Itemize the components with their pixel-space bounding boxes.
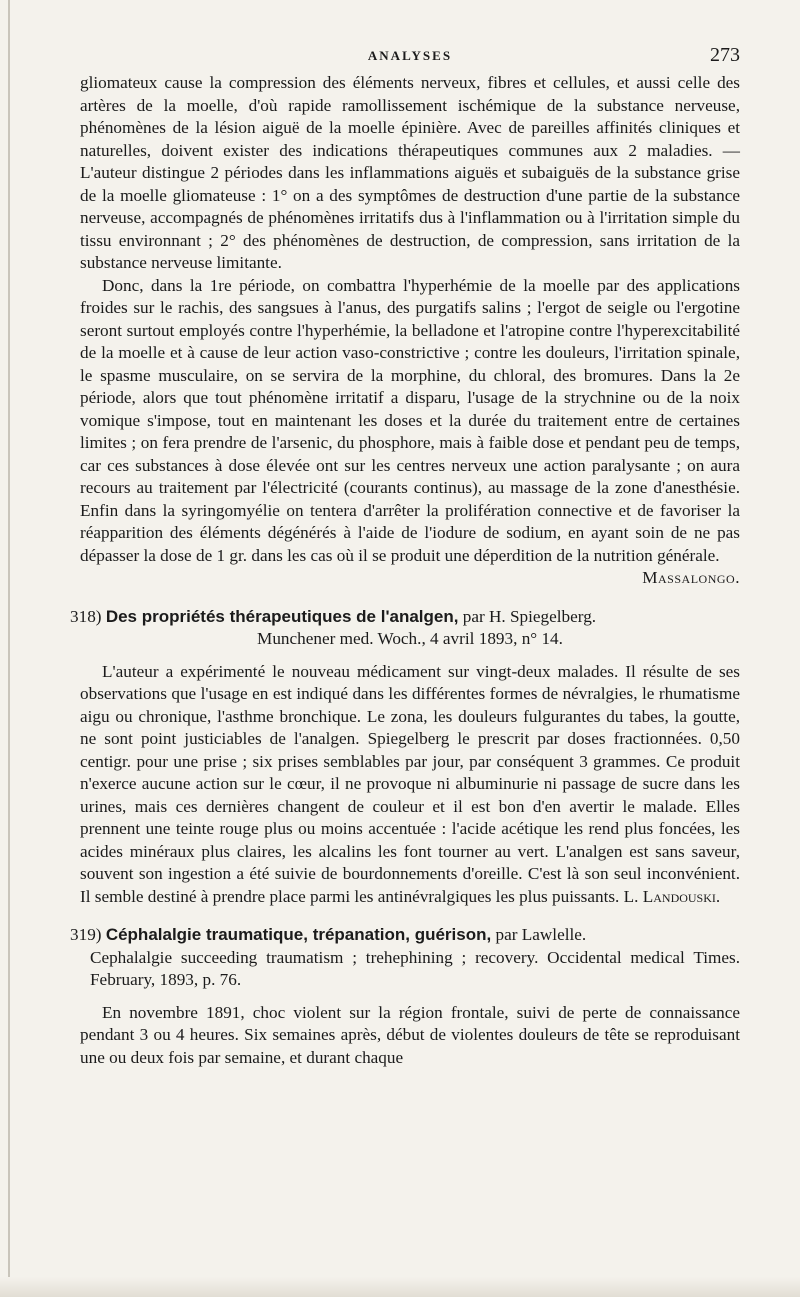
signature-landouski: L. Landouski. xyxy=(623,886,721,906)
article-319-heading xyxy=(70,924,740,947)
page-header xyxy=(80,40,740,72)
page-number: 273 xyxy=(710,44,740,66)
article-318-title: Des propriétés thérapeutiques de l'analgen, xyxy=(105,606,459,626)
article-318 xyxy=(70,606,740,909)
article-318-number: 318) xyxy=(70,606,102,626)
article-318-author: par H. Spiegelberg. xyxy=(462,606,597,626)
article-318-body xyxy=(80,661,740,909)
article-319 xyxy=(70,924,740,1069)
article-319-source: Cephalalgie succeeding traumatism ; trehephining ; recovery. Occidental medical Times. February, 1893, p. 76. xyxy=(90,947,740,989)
article-319-number: 319) xyxy=(70,925,102,944)
article-319-body: En novembre 1891, choc violent sur la région frontale, suivi de perte de connaissance pendant 3 ou 4 heures. Six semaines après, début de violentes douleurs de tête se reproduisant une ou deux fois par semaine, et durant chaque xyxy=(80,1002,740,1067)
document-page xyxy=(70,40,740,1069)
page-bottom-shade xyxy=(0,1277,800,1297)
continued-paragraph-2: Donc, dans la 1re période, on combattra l'hyperhémie de la moelle par des applications froides sur le rachis, des sangsues à l'anus, des purgatifs salins ; l'ergot de seigle ou l'ergotine seront surtout employés contre l'hyperhémie, la belladone et l'atropine contre l'hyperexcitabilité de la moelle et à cause de leur action vaso-constrictive ; contre les douleurs, l'irritation spinale, le spasme musculaire, on se servira de la morphine, du chloral, des bromures. Dans la 2e période, alors que tout phénomène irritatif a disparu, l'usage de la strychnine ou de la noix vomique s'impose, tout en maintenant les doses et la durée du traitement entre de certaines limites ; on fera prendre de l'arsenic, du phosphore, mais à faible dose et pendant peu de temps, car ces substances à dose élevée ont sur les centres nerveux une action paralysante ; on aura recours au traitement par l'électricité (courants continus), au massage de la zone d'anesthésie. Enfin dans la syringomyélie on tentera d'arrêter la prolifération connective et de favoriser la réapparition des éléments dégénérés à l'aide de l'iodure de sodium, en ayant soin de ne pas dépasser la dose de 1 gr. dans les cas où il se produit une déperdition de la nutrition générale. xyxy=(80,275,740,565)
article-318-source: Munchener med. Woch., 4 avril 1893, n° 14. xyxy=(257,629,563,648)
running-title: ANALYSES xyxy=(367,48,453,63)
article-318-heading xyxy=(70,606,740,629)
article-319-title: Céphalalgie traumatique, trépanation, guérison, xyxy=(105,925,492,944)
page-edge xyxy=(8,0,10,1297)
article-318-body-text: L'auteur a expérimenté le nouveau médicament sur vingt-deux malades. Il résulte de ses observations que l'usage en est indiqué dans les différentes formes de névralgies, le rhumatisme aigu ou chronique, l'asthme bronchique. Le zona, les douleurs fulgurantes du tabes, la goutte, ne sont point justiciables de l'analgen. Spiegelberg le prescrit par doses fractionnées. 0,50 centigr. pour une prise ; six prises semblables par jour, par conséquent 3 grammes. Ce produit n'exerce aucune action sur le cœur, il ne provoque ni albuminurie ni passage de sucre dans les urines, mais ces dernières changent de couleur et il est bon d'en avertir le malade. Elles prennent une teinte rouge plus ou moins accentuée : l'acide acétique les rend plus foncées, les acides minéraux plus claires, les alcalins les font tourner au vert. L'analgen est sans saveur, souvent son ingestion a été suivie de bourdonnements d'oreille. C'est là son seul inconvénient. Il semble destiné à prendre place parmi les antinévralgiques les plus puissants. xyxy=(80,661,740,906)
signature-massalongo: Massalongo. xyxy=(642,568,740,587)
article-319-author: par Lawlelle. xyxy=(495,925,587,944)
continued-paragraph-1: gliomateux cause la compression des éléments nerveux, fibres et cellules, et aussi celle des artères de la moelle, d'où rapide ramollissement ischémique de la substance nerveuse, phénomènes de la lésion aiguë de la moelle épinière. Avec de pareilles affinités cliniques et naturelles, doivent exister des indications thérapeutiques communes aux 2 maladies. — L'auteur distingue 2 périodes dans les inflammations aiguës et subaiguës de la substance grise de la moelle gliomateuse : 1° on a des symptômes de destruction d'une partie de la substance nerveuse, accompagnés de phénomènes irritatifs dus à l'inflammation ou à l'irritation simple du tissu environnant ; 2° des phénomènes de destruction, de compression, sans irritation de la substance nerveuse limitante. xyxy=(80,73,740,272)
